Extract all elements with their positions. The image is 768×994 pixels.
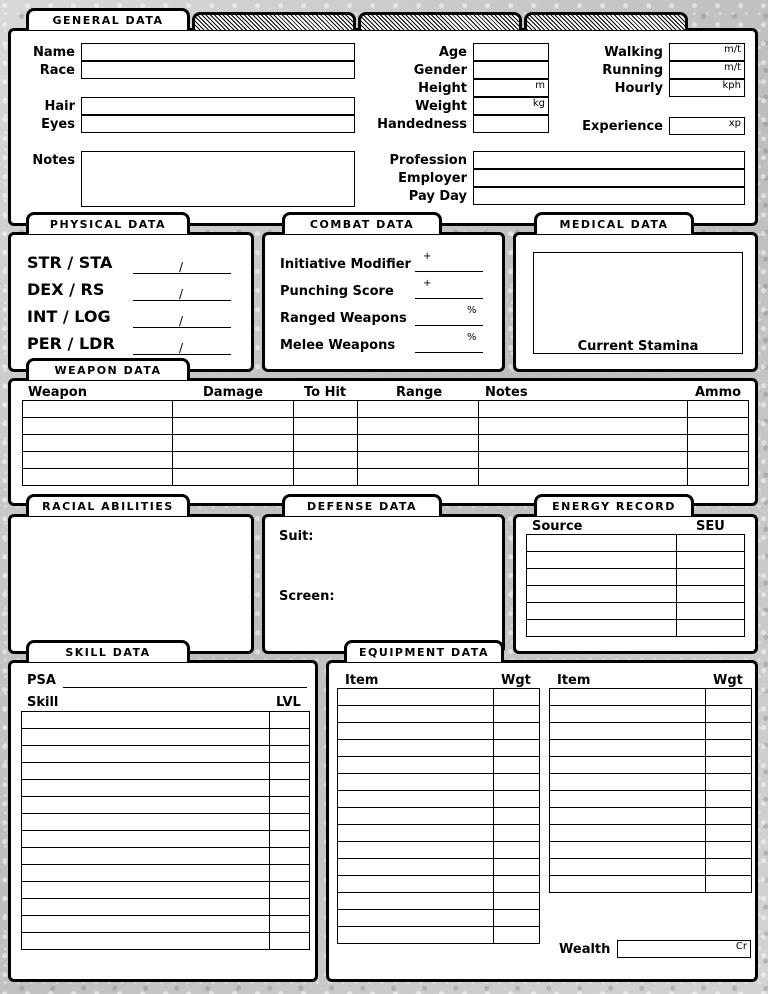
table-row[interactable] xyxy=(22,780,310,797)
equipment-table-left[interactable] xyxy=(337,688,540,944)
table-row[interactable] xyxy=(338,893,540,910)
defense-data-panel xyxy=(262,514,505,654)
melee-weapons-label: Melee Weapons xyxy=(280,338,396,353)
table-row[interactable] xyxy=(338,910,540,927)
weight-unit: kg xyxy=(532,98,545,109)
table-row[interactable] xyxy=(22,848,310,865)
stat-per-ldr-slash: / xyxy=(179,341,184,355)
table-row[interactable] xyxy=(550,740,752,757)
table-row[interactable] xyxy=(338,723,540,740)
stat-int-log-slash: / xyxy=(179,314,184,328)
race-label: Race xyxy=(39,63,75,78)
equipment-header-item-left: Item xyxy=(345,673,379,688)
tab-physical-data[interactable]: PHYSICAL DATA xyxy=(26,212,190,234)
walking-label: Walking xyxy=(604,45,663,60)
running-field[interactable] xyxy=(669,61,745,79)
weapon-header-range: Range xyxy=(396,385,443,400)
suit-label: Suit: xyxy=(279,529,314,544)
equipment-header-wgt-left: Wgt xyxy=(501,673,531,688)
table-row[interactable] xyxy=(338,689,540,706)
table-row[interactable] xyxy=(22,916,310,933)
psa-label: PSA xyxy=(27,673,56,688)
weapon-header-damage: Damage xyxy=(203,385,264,400)
table-row[interactable] xyxy=(22,899,310,916)
equipment-header-item-right: Item xyxy=(557,673,591,688)
height-unit: m xyxy=(535,80,545,91)
table-row[interactable] xyxy=(22,865,310,882)
tab-equipment-data[interactable]: EQUIPMENT DATA xyxy=(344,640,504,662)
combat-data-panel xyxy=(262,232,505,372)
tab-blank-1[interactable] xyxy=(192,12,356,30)
table-row[interactable] xyxy=(550,723,752,740)
weight-field[interactable] xyxy=(473,97,549,115)
skill-header-lvl: LVL xyxy=(276,695,301,710)
experience-label: Experience xyxy=(582,119,663,134)
walking-field[interactable] xyxy=(669,43,745,61)
table-row[interactable] xyxy=(22,933,310,950)
hair-field[interactable] xyxy=(81,97,355,115)
stat-str-sta-slash: / xyxy=(179,260,184,274)
weapon-header-to-hit: To Hit xyxy=(304,385,347,400)
handedness-field[interactable] xyxy=(473,115,549,133)
tab-racial-abilities[interactable]: RACIAL ABILITIES xyxy=(26,494,190,516)
tab-energy-record[interactable]: ENERGY RECORD xyxy=(534,494,694,516)
table-row[interactable] xyxy=(338,876,540,893)
equipment-header-wgt-right: Wgt xyxy=(713,673,743,688)
table-row[interactable] xyxy=(338,740,540,757)
melee-weapons-mark: % xyxy=(467,332,477,343)
table-row[interactable] xyxy=(338,825,540,842)
skill-table[interactable] xyxy=(21,711,310,950)
wealth-label: Wealth xyxy=(559,942,611,957)
table-row[interactable] xyxy=(550,689,752,706)
stat-int-log-label: INT / LOG xyxy=(27,307,111,326)
stat-dex-rs-slash: / xyxy=(179,287,184,301)
energy-header-seu: SEU xyxy=(696,519,725,534)
wealth-unit: Cr xyxy=(735,941,747,952)
payday-field[interactable] xyxy=(473,187,745,205)
stat-dex-rs-label: DEX / RS xyxy=(27,280,105,299)
stat-per-ldr-label: PER / LDR xyxy=(27,334,115,353)
table-row[interactable] xyxy=(550,791,752,808)
table-row[interactable] xyxy=(550,859,752,876)
gender-field[interactable] xyxy=(473,61,549,79)
equipment-table-right[interactable] xyxy=(549,688,752,893)
table-row[interactable] xyxy=(22,797,310,814)
ranged-weapons-label: Ranged Weapons xyxy=(280,311,407,326)
payday-label: Pay Day xyxy=(408,189,467,204)
table-row[interactable] xyxy=(338,859,540,876)
tab-medical-data[interactable]: MEDICAL DATA xyxy=(534,212,694,234)
table-row[interactable] xyxy=(22,763,310,780)
notes-field[interactable] xyxy=(81,151,355,207)
tab-blank-3[interactable] xyxy=(524,12,688,30)
psa-field[interactable] xyxy=(63,675,307,688)
walking-unit: m/t xyxy=(723,44,741,55)
table-row[interactable] xyxy=(550,842,752,859)
table-row[interactable] xyxy=(550,706,752,723)
skill-data-panel xyxy=(8,660,318,982)
weight-label: Weight xyxy=(415,99,467,114)
current-stamina-label: Current Stamina xyxy=(577,339,699,354)
profession-field[interactable] xyxy=(473,151,745,169)
experience-field[interactable] xyxy=(669,117,745,135)
table-row[interactable] xyxy=(23,418,749,435)
race-field[interactable] xyxy=(81,61,355,79)
hourly-field[interactable] xyxy=(669,79,745,97)
table-row[interactable] xyxy=(550,825,752,842)
table-row[interactable] xyxy=(338,842,540,859)
table-row[interactable] xyxy=(527,586,745,603)
table-row[interactable] xyxy=(22,712,310,729)
gender-label: Gender xyxy=(413,63,467,78)
tab-combat-data[interactable]: COMBAT DATA xyxy=(282,212,442,234)
punching-score-mark: + xyxy=(423,278,432,289)
table-row[interactable] xyxy=(23,401,749,418)
initiative-modifier-mark: + xyxy=(423,251,432,262)
running-label: Running xyxy=(602,63,663,78)
table-row[interactable] xyxy=(527,535,745,552)
tab-blank-2[interactable] xyxy=(358,12,522,30)
physical-data-panel xyxy=(8,232,254,372)
table-row[interactable] xyxy=(23,469,749,486)
energy-record-panel xyxy=(513,514,758,654)
table-row[interactable] xyxy=(527,603,745,620)
energy-header-source: Source xyxy=(532,519,583,534)
table-row[interactable] xyxy=(527,569,745,586)
age-field[interactable] xyxy=(473,43,549,61)
skill-header-skill: Skill xyxy=(27,695,59,710)
table-row[interactable] xyxy=(23,435,749,452)
general-data-panel xyxy=(8,28,758,226)
table-row[interactable] xyxy=(527,552,745,569)
medical-data-panel xyxy=(513,232,758,372)
weapon-header-notes: Notes xyxy=(485,385,528,400)
table-row[interactable] xyxy=(22,746,310,763)
table-row[interactable] xyxy=(550,774,752,791)
screen-label: Screen: xyxy=(279,589,335,604)
height-field[interactable] xyxy=(473,79,549,97)
notes-label: Notes xyxy=(32,153,75,168)
table-row[interactable] xyxy=(338,927,540,944)
current-stamina-box[interactable] xyxy=(533,252,743,354)
energy-table[interactable] xyxy=(526,534,745,637)
hourly-label: Hourly xyxy=(614,81,663,96)
weapon-table[interactable] xyxy=(22,400,749,486)
table-row[interactable] xyxy=(22,729,310,746)
handedness-label: Handedness xyxy=(377,117,467,132)
table-row[interactable] xyxy=(550,876,752,893)
table-row[interactable] xyxy=(338,808,540,825)
table-row[interactable] xyxy=(22,814,310,831)
stat-str-sta-label: STR / STA xyxy=(27,253,113,272)
punching-score-label: Punching Score xyxy=(280,284,394,299)
ranged-weapons-mark: % xyxy=(467,305,477,316)
table-row[interactable] xyxy=(338,757,540,774)
name-field[interactable] xyxy=(81,43,355,61)
tab-defense-data[interactable]: DEFENSE DATA xyxy=(282,494,442,516)
eyes-label: Eyes xyxy=(41,117,75,132)
table-row[interactable] xyxy=(338,706,540,723)
weapon-header-weapon: Weapon xyxy=(28,385,87,400)
height-label: Height xyxy=(418,81,467,96)
wealth-field[interactable] xyxy=(617,940,751,958)
table-row[interactable] xyxy=(22,831,310,848)
tab-skill-data[interactable]: SKILL DATA xyxy=(26,640,190,662)
age-label: Age xyxy=(438,45,467,60)
table-row[interactable] xyxy=(22,882,310,899)
tab-general-data[interactable]: GENERAL DATA xyxy=(26,8,190,30)
tab-weapon-data[interactable]: WEAPON DATA xyxy=(26,358,190,380)
weapon-data-panel xyxy=(8,378,758,506)
profession-label: Profession xyxy=(389,153,467,168)
name-label: Name xyxy=(32,45,75,60)
employer-label: Employer xyxy=(398,171,467,186)
weapon-header-ammo: Ammo xyxy=(695,385,742,400)
racial-abilities-panel[interactable] xyxy=(8,514,254,654)
running-unit: m/t xyxy=(723,62,741,73)
initiative-modifier-label: Initiative Modifier xyxy=(280,257,411,272)
table-row[interactable] xyxy=(338,791,540,808)
experience-unit: xp xyxy=(728,118,741,129)
table-row[interactable] xyxy=(550,808,752,825)
employer-field[interactable] xyxy=(473,169,745,187)
hourly-unit: kph xyxy=(722,80,741,91)
hair-label: Hair xyxy=(44,99,75,114)
table-row[interactable] xyxy=(550,757,752,774)
table-row[interactable] xyxy=(23,452,749,469)
table-row[interactable] xyxy=(527,620,745,637)
equipment-data-panel xyxy=(326,660,758,982)
eyes-field[interactable] xyxy=(81,115,355,133)
table-row[interactable] xyxy=(338,774,540,791)
